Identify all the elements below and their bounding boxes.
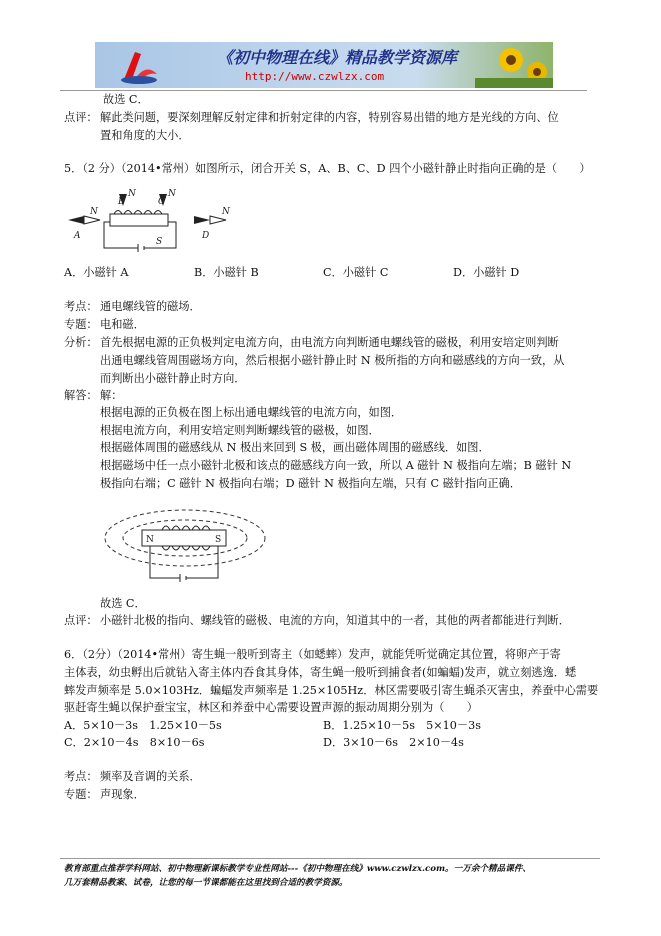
solution-text: 根据电源的正负极在图上标出通电螺线管的电流方向，如图． — [100, 406, 403, 419]
figure-field-lines — [100, 500, 270, 592]
solution-text: 根据磁场中任一点小磁针北极和该点的磁感线方向一致，所以 A 磁针 N 极指向左端；B 磁针 N — [100, 459, 572, 472]
question-6-stem: 6．（2分）（2014•常州）寄生蝇一般听到寄主（如蟋蟀）发声，就能凭听觉确定其位置，将卵产于寄 — [64, 648, 561, 661]
footer-text: 几万套精品教案、试卷，让您的每一节课都能在这里找到合适的教学资源。 — [64, 878, 348, 888]
subject-label: 专题： — [64, 318, 98, 331]
solution-text: 极指向右端；C 磁针 N 极指向右端；D 磁针 N 极指向左端，只有 C 磁针指向正确． — [100, 477, 521, 490]
compass-label-b: B — [118, 197, 125, 207]
pole-label-s: S — [215, 535, 222, 545]
question-6-stem: 主体表，幼虫孵出后就钻入寄主体内吞食其身体，寄生蝇一般听到捕食者(如蝙蝠)发声，就立刻逃逸．蟋 — [64, 666, 577, 679]
option-b: B．1.25×10－5s 5×10－3s — [323, 719, 481, 732]
comment-text: 解此类问题，要深刻理解反射定律和折射定律的内容，特别容易出错的地方是光线的方向、位 — [100, 111, 559, 124]
header-banner — [95, 42, 553, 88]
comment-text: 小磁针北极的指向、螺线管的磁极、电流的方向，知道其中的一者，其他的两者都能进行判断． — [100, 614, 570, 627]
compass-n-a: N — [90, 207, 98, 217]
option-b: B．小磁针 B — [194, 266, 259, 279]
switch-label-s: S — [156, 237, 163, 247]
compass-label-c: C — [158, 197, 165, 207]
pole-label-n: N — [146, 535, 154, 545]
solution-text: 根据电流方向，利用安培定则判断螺线管的磁极，如图． — [100, 424, 380, 437]
solution-text: 根据磁体周围的磁感线从 N 极出来回到 S 极，画出磁体周围的磁感线．如图． — [100, 441, 490, 454]
option-c: C．小磁针 C — [323, 266, 389, 279]
answer-choice: 故选 C． — [103, 93, 149, 106]
topic-text: 通电螺线管的磁场． — [100, 300, 201, 313]
subject-label: 专题： — [64, 788, 98, 801]
option-a: A．5×10－3s 1.25×10－5s — [64, 719, 222, 732]
question-6-stem: 驱赶寄生蝇以保护蚕宝宝，林区和养蚕中心需要设置声源的振动周期分别为（ ） — [64, 701, 478, 714]
banner-url[interactable]: http://www.czwlzx.com — [245, 70, 385, 83]
banner-title: 《初中物理在线》精品教学资源库 — [217, 48, 458, 67]
subject-text: 声现象． — [100, 788, 145, 801]
compass-n-b: N — [128, 189, 136, 199]
compass-n-c: N — [168, 189, 176, 199]
option-c: C．2×10－4s 8×10－6s — [64, 736, 205, 749]
figure-compass-circuit — [64, 188, 234, 260]
banner-graphic — [95, 42, 553, 88]
topic-text: 频率及音调的关系． — [100, 770, 201, 783]
analysis-text: 出通电螺线管周围磁场方向，然后根据小磁针静止时 N 极所指的方向和磁感线的方向一致，从 — [100, 354, 565, 367]
comment-label: 点评： — [64, 111, 98, 124]
question-6-stem: 蟀发声频率是 5.0×103Hz．蝙蝠发声频率是 1.25×105Hz．林区需要吸引寄生蝇杀灭害虫，养蚕中心需要 — [64, 684, 599, 697]
answer-choice: 故选 C． — [100, 597, 146, 610]
solution-label: 解答： — [64, 389, 98, 402]
analysis-label: 分析： — [64, 336, 98, 349]
compass-label-d: D — [202, 231, 210, 241]
comment-label: 点评： — [64, 614, 98, 627]
comment-text: 置和角度的大小． — [100, 129, 190, 142]
option-d: D．小磁针 D — [453, 266, 520, 279]
compass-label-a: A — [74, 231, 81, 241]
footer-rule — [60, 858, 600, 859]
subject-text: 电和磁． — [100, 318, 145, 331]
compass-n-d: N — [222, 207, 230, 217]
topic-label: 考点： — [64, 770, 98, 783]
topic-label: 考点： — [64, 300, 98, 313]
analysis-text: 首先根据电源的正负极判定电流方向，由电流方向判断通电螺线管的磁极，利用安培定则判断 — [100, 336, 559, 349]
option-a: A．小磁针 A — [64, 266, 129, 279]
question-5-stem: 5．（2 分）（2014•常州）如图所示，闭合开关 S，A、B、C、D 四个小磁针静止时指向正确的是（ ） — [64, 162, 591, 175]
option-d: D．3×10－6s 2×10－4s — [323, 736, 464, 749]
analysis-text: 而判断出小磁针静止时方向． — [100, 372, 246, 385]
footer-text: 教育部重点推荐学科网站、初中物理新课标教学专业性网站---《初中物理在线》www.czwlzx.com。一万余个精品课件、 — [64, 864, 531, 874]
solution-text: 解： — [100, 389, 123, 402]
